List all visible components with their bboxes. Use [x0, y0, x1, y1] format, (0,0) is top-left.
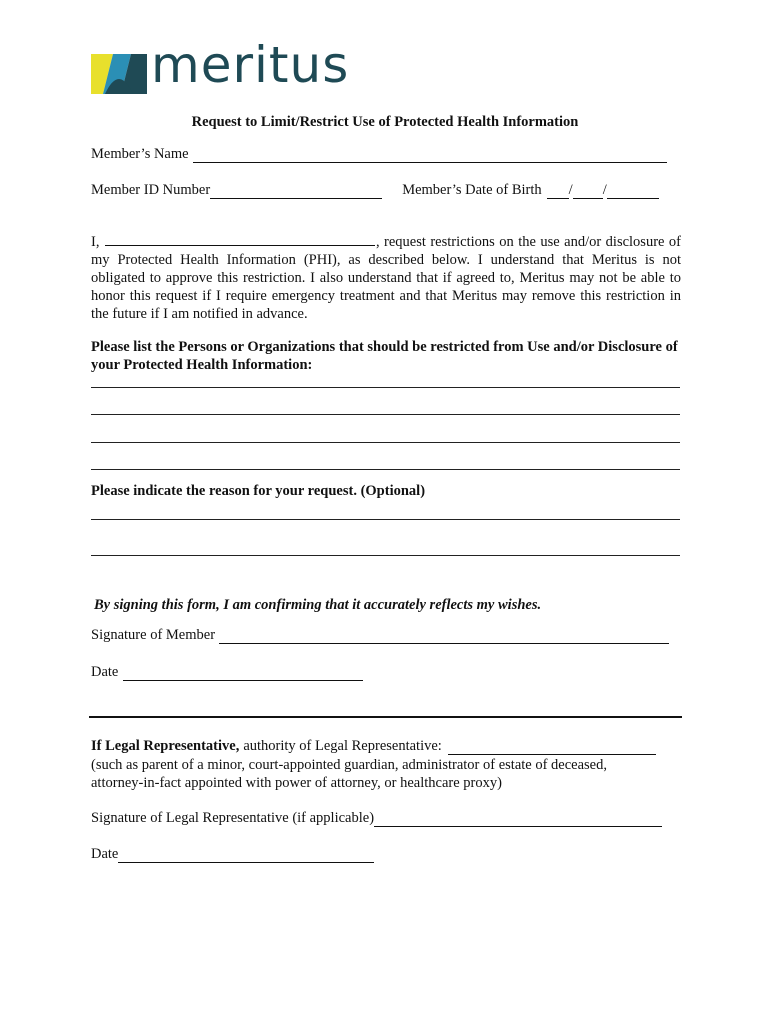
- legal-date-row: [91, 846, 374, 863]
- signature-label: Signature of Member: [91, 627, 216, 643]
- persons-line[interactable]: [91, 387, 680, 388]
- legal-signature-field[interactable]: [374, 812, 662, 827]
- legal-rep-row: [91, 738, 656, 755]
- dob-day-field[interactable]: [573, 184, 603, 199]
- legal-rep-note-line: (such as parent of a minor, court-appointed guardian, administrator of estate of deceased,: [91, 757, 607, 773]
- persons-line[interactable]: [91, 469, 680, 470]
- meritus-logo-icon: [91, 50, 147, 96]
- member-name-blank[interactable]: [105, 233, 375, 246]
- legal-date-field[interactable]: [118, 848, 374, 863]
- date-label: Date: [91, 664, 119, 680]
- reason-line[interactable]: [91, 555, 680, 556]
- meritus-logo: [91, 36, 381, 98]
- dob-label: Member’s Date of Birth: [402, 182, 542, 198]
- legal-signature-label: Signature of Legal Representative (if applicable): [91, 810, 375, 826]
- logo-text: meritus: [151, 36, 350, 94]
- dob-separator: /: [568, 182, 573, 198]
- persons-heading: Please list the Persons or Organizations that should be restricted from Use and/or Disclosure of your Protected Health Information:: [91, 339, 678, 373]
- member-signature-row: [91, 627, 669, 644]
- dob-year-field[interactable]: [607, 184, 659, 199]
- member-signature-field[interactable]: [219, 629, 669, 644]
- member-name-field[interactable]: [193, 148, 667, 163]
- reason-heading: Please indicate the reason for your request. (Optional): [91, 483, 426, 499]
- intro-paragraph: [91, 233, 681, 323]
- legal-rep-authority-field[interactable]: [448, 740, 656, 755]
- persons-line[interactable]: [91, 414, 680, 415]
- legal-signature-row: [91, 810, 662, 827]
- persons-line[interactable]: [91, 442, 680, 443]
- confirmation-text: By signing this form, I am confirming that it accurately reflects my wishes.: [94, 597, 542, 613]
- member-id-row: [91, 182, 659, 199]
- dob-separator: /: [602, 182, 607, 198]
- legal-date-label: Date: [91, 846, 119, 862]
- reason-line[interactable]: [91, 519, 680, 520]
- member-name-row: [91, 146, 667, 163]
- member-date-field[interactable]: [123, 666, 363, 681]
- member-id-field[interactable]: [210, 184, 382, 199]
- legal-rep-note-line: attorney-in-fact appointed with power of attorney, or healthcare proxy): [91, 775, 502, 791]
- section-divider: [89, 716, 682, 718]
- legal-rep-note: [91, 756, 681, 792]
- intro-text: , request restrictions on the use and/or disclosure of my Protected Health Information (PHI), as described below. I understand that Meritus is not obligated to approve this restriction. I also understand that if agreed to, Meritus may not be able to honor this request if I require emergency treatment and that Meritus may remove this restriction in the future if I am notified in advance.: [91, 234, 682, 322]
- legal-rep-bold: If Legal Representative,: [91, 738, 240, 754]
- member-name-label: Member’s Name: [91, 146, 189, 162]
- legal-rep-text: authority of Legal Representative:: [243, 738, 442, 754]
- form-title: Request to Limit/Restrict Use of Protected Health Information: [191, 114, 579, 130]
- member-date-row: [91, 664, 363, 681]
- dob-month-field[interactable]: [547, 184, 569, 199]
- intro-prefix: I,: [91, 234, 100, 250]
- member-id-label: Member ID Number: [91, 182, 211, 198]
